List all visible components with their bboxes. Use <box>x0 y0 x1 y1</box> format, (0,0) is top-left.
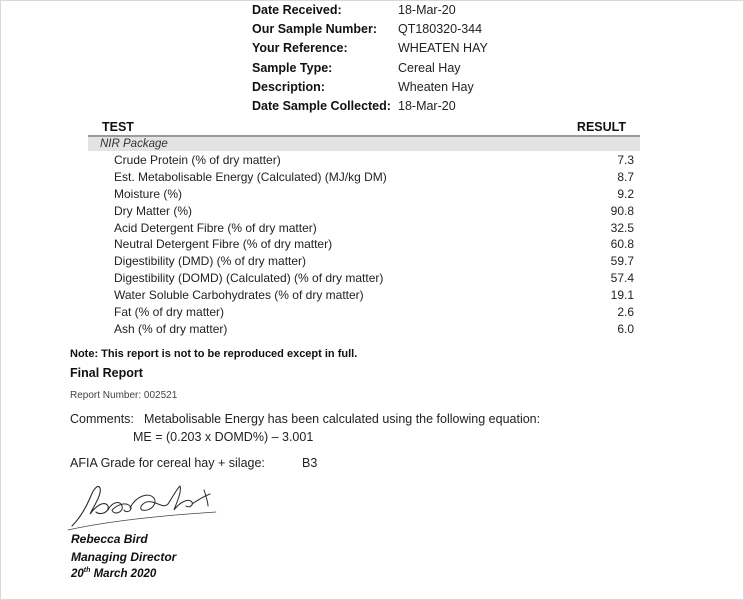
table-row <box>88 321 640 338</box>
package-label: NIR Package <box>100 138 168 150</box>
test-result: 9.2 <box>617 186 634 201</box>
info-label: Date Sample Collected: <box>252 99 391 114</box>
info-row-your-reference <box>252 39 488 58</box>
test-name: Est. Metabolisable Energy (Calculated) (MJ/kg DM) <box>114 169 387 184</box>
info-row-date-received <box>252 0 488 19</box>
test-name: Moisture (%) <box>114 186 183 201</box>
info-value: QT180320-344 <box>398 21 483 36</box>
test-result: 32.5 <box>610 220 634 235</box>
info-label: Our Sample Number: <box>252 21 378 36</box>
table-row <box>88 220 640 237</box>
test-name: Dry Matter (%) <box>114 203 192 218</box>
info-row-sample-type <box>252 58 488 77</box>
package-row <box>88 137 640 151</box>
test-result: 19.1 <box>610 288 634 303</box>
table-row <box>88 186 640 203</box>
info-label: Date Received: <box>252 2 342 17</box>
test-name: Digestibility (DOMD) (Calculated) (% of dry matter) <box>114 271 384 286</box>
table-row <box>88 152 640 169</box>
signer-name: Rebecca Bird <box>71 532 148 546</box>
afia-label: AFIA Grade for cereal hay + silage: <box>70 456 265 470</box>
info-label: Description: <box>252 79 325 94</box>
test-result: 59.7 <box>610 254 634 269</box>
test-result: 57.4 <box>610 271 634 286</box>
test-name: Acid Detergent Fibre (% of dry matter) <box>114 220 317 235</box>
table-row <box>88 304 640 321</box>
signature-date <box>71 567 156 580</box>
results-table-header <box>88 118 640 137</box>
test-name: Digestibility (DMD) (% of dry matter) <box>114 254 307 269</box>
date-suffix: th <box>83 567 91 574</box>
column-header-test: TEST <box>102 120 134 134</box>
comments-label: Comments: <box>70 412 134 426</box>
test-result: 60.8 <box>610 237 634 252</box>
afia-grade: B3 <box>302 456 318 470</box>
table-row <box>88 287 640 304</box>
comments-text: Metabolisable Energy has been calculated using the following equation: <box>144 412 541 426</box>
info-value: WHEATEN HAY <box>398 41 488 56</box>
info-value: 18-Mar-20 <box>398 2 456 17</box>
me-equation: ME = (0.203 x DOMD%) – 3.001 <box>133 430 314 444</box>
test-result: 90.8 <box>610 203 634 218</box>
test-name: Ash (% of dry matter) <box>114 321 228 336</box>
afia-grade-line <box>70 456 318 470</box>
info-value: Cereal Hay <box>398 60 461 75</box>
sample-info <box>252 0 488 116</box>
info-row-date-collected <box>252 96 488 115</box>
info-label: Your Reference: <box>252 41 348 56</box>
signer-title: Managing Director <box>71 550 177 564</box>
info-label: Sample Type: <box>252 60 333 75</box>
reproduction-note: Note: This report is not to be reproduced except in full. <box>70 348 358 360</box>
table-row <box>88 203 640 220</box>
final-report-heading: Final Report <box>70 366 143 380</box>
table-row <box>88 270 640 287</box>
test-name: Crude Protein (% of dry matter) <box>114 153 281 167</box>
test-name: Water Soluble Carbohydrates (% of dry matter) <box>114 288 364 303</box>
test-result: 6.0 <box>617 321 634 336</box>
table-row <box>88 169 640 186</box>
test-result: 7.3 <box>617 153 634 167</box>
info-value: Wheaten Hay <box>398 79 474 94</box>
date-day: 20 <box>71 567 84 580</box>
info-row-sample-number <box>252 19 488 38</box>
column-header-result: RESULT <box>576 120 626 134</box>
results-rows <box>88 152 640 338</box>
report-number: Report Number: 002521 <box>70 390 178 401</box>
test-name: Neutral Detergent Fibre (% of dry matter) <box>114 237 333 252</box>
date-rest: March 2020 <box>90 567 157 580</box>
info-row-description <box>252 77 488 96</box>
handwritten-signature <box>64 476 224 534</box>
info-value: 18-Mar-20 <box>398 99 456 114</box>
test-result: 2.6 <box>617 305 634 320</box>
test-name: Fat (% of dry matter) <box>114 305 225 320</box>
test-result: 8.7 <box>617 169 634 184</box>
table-row <box>88 253 640 270</box>
table-row <box>88 236 640 253</box>
